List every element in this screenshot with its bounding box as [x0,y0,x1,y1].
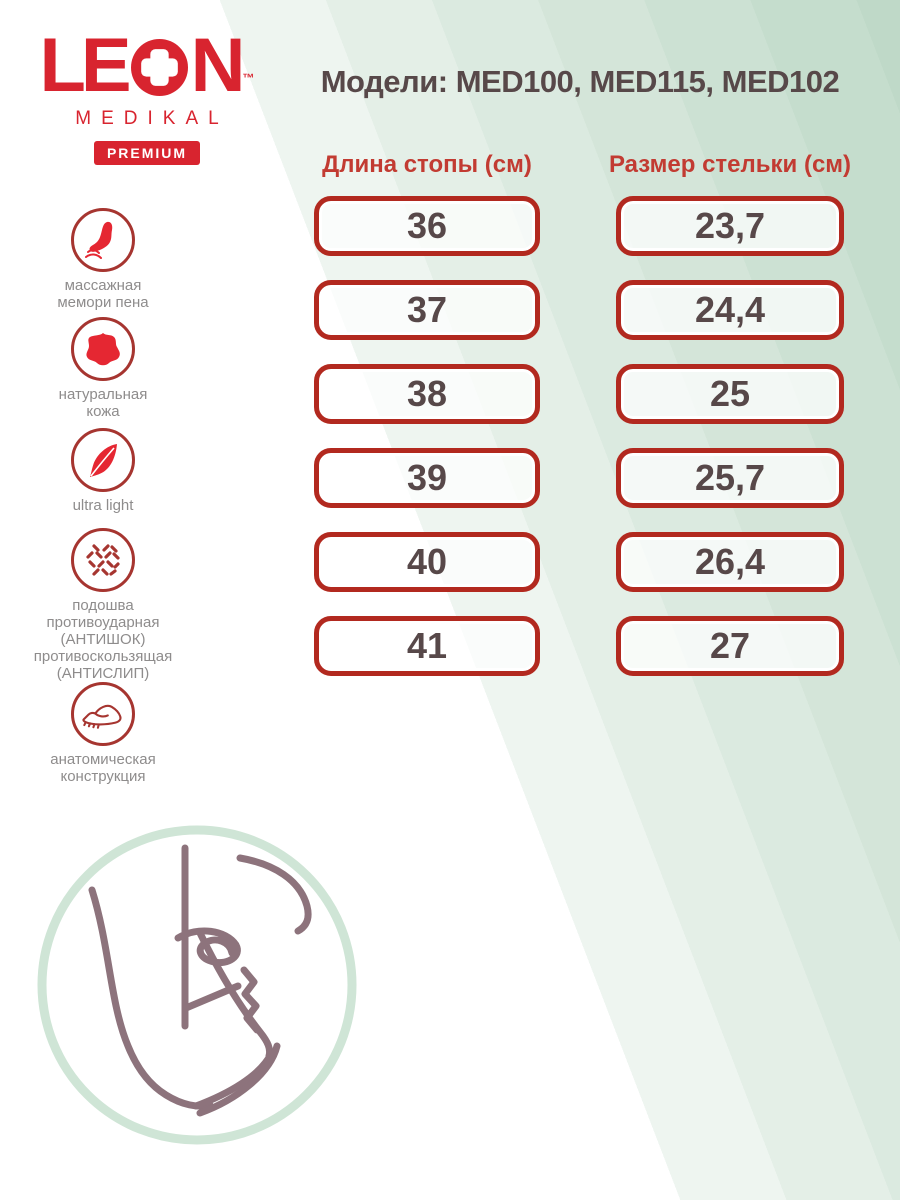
feature-label-line: (АНТИСЛИП) [56,665,150,682]
foot-length-value: 41 [314,616,540,676]
feature-label-line: (АНТИШОК) [60,631,146,648]
brand-logo-wordmark [39,23,255,108]
feature-label-line: противоударная [46,614,160,631]
insole-size-value: 25 [616,364,844,424]
feature-label-line: ultra light [72,497,134,514]
feature-memory-foam [19,208,187,311]
feature-anatomic-design [19,682,187,785]
feature-label-line: конструкция [60,768,146,785]
foot-measurement-illustration [30,818,364,1152]
foot-length-value: 37 [314,280,540,340]
foot-length-value: 40 [314,532,540,592]
foot-length-value: 39 [314,448,540,508]
feature-label-line: массажная [64,277,142,294]
feature-label-line: натуральная [58,386,148,403]
feature-label-line: мемори пена [57,294,149,311]
feature-natural-leather [19,317,187,420]
shoe-outline-icon [71,682,135,746]
logo-division-label: MEDIKAL [75,108,229,129]
feather-icon [71,428,135,492]
feature-label-line: противоскользящая [33,648,173,665]
trademark-symbol: ™ [242,71,255,85]
brand-logo [39,23,255,165]
logo-medical-cross-icon [131,33,188,90]
feature-label-line: кожа [86,403,120,420]
insole-size-column-header: Размер стельки (см) [608,151,852,178]
insole-size-value: 27 [616,616,844,676]
insole-size-value: 26,4 [616,532,844,592]
foot-massage-icon [71,208,135,272]
foot-length-value: 38 [314,364,540,424]
premium-badge: PREMIUM [94,141,200,165]
page-title: Модели: MED100, MED115, MED102 [320,64,840,99]
feature-ultra-light [19,428,187,514]
foot-length-value: 36 [314,196,540,256]
feature-antishock-sole [19,528,187,682]
sole-pattern-icon [71,528,135,592]
feature-label-line: подошва [72,597,134,614]
insole-size-value: 23,7 [616,196,844,256]
feature-label-line: анатомическая [50,751,156,768]
insole-size-value: 25,7 [616,448,844,508]
logo-text-le: LE [39,23,127,108]
leather-icon [71,317,135,381]
logo-text-n: N [190,23,241,108]
foot-length-column-header: Длина стопы (см) [322,151,532,178]
insole-size-value: 24,4 [616,280,844,340]
